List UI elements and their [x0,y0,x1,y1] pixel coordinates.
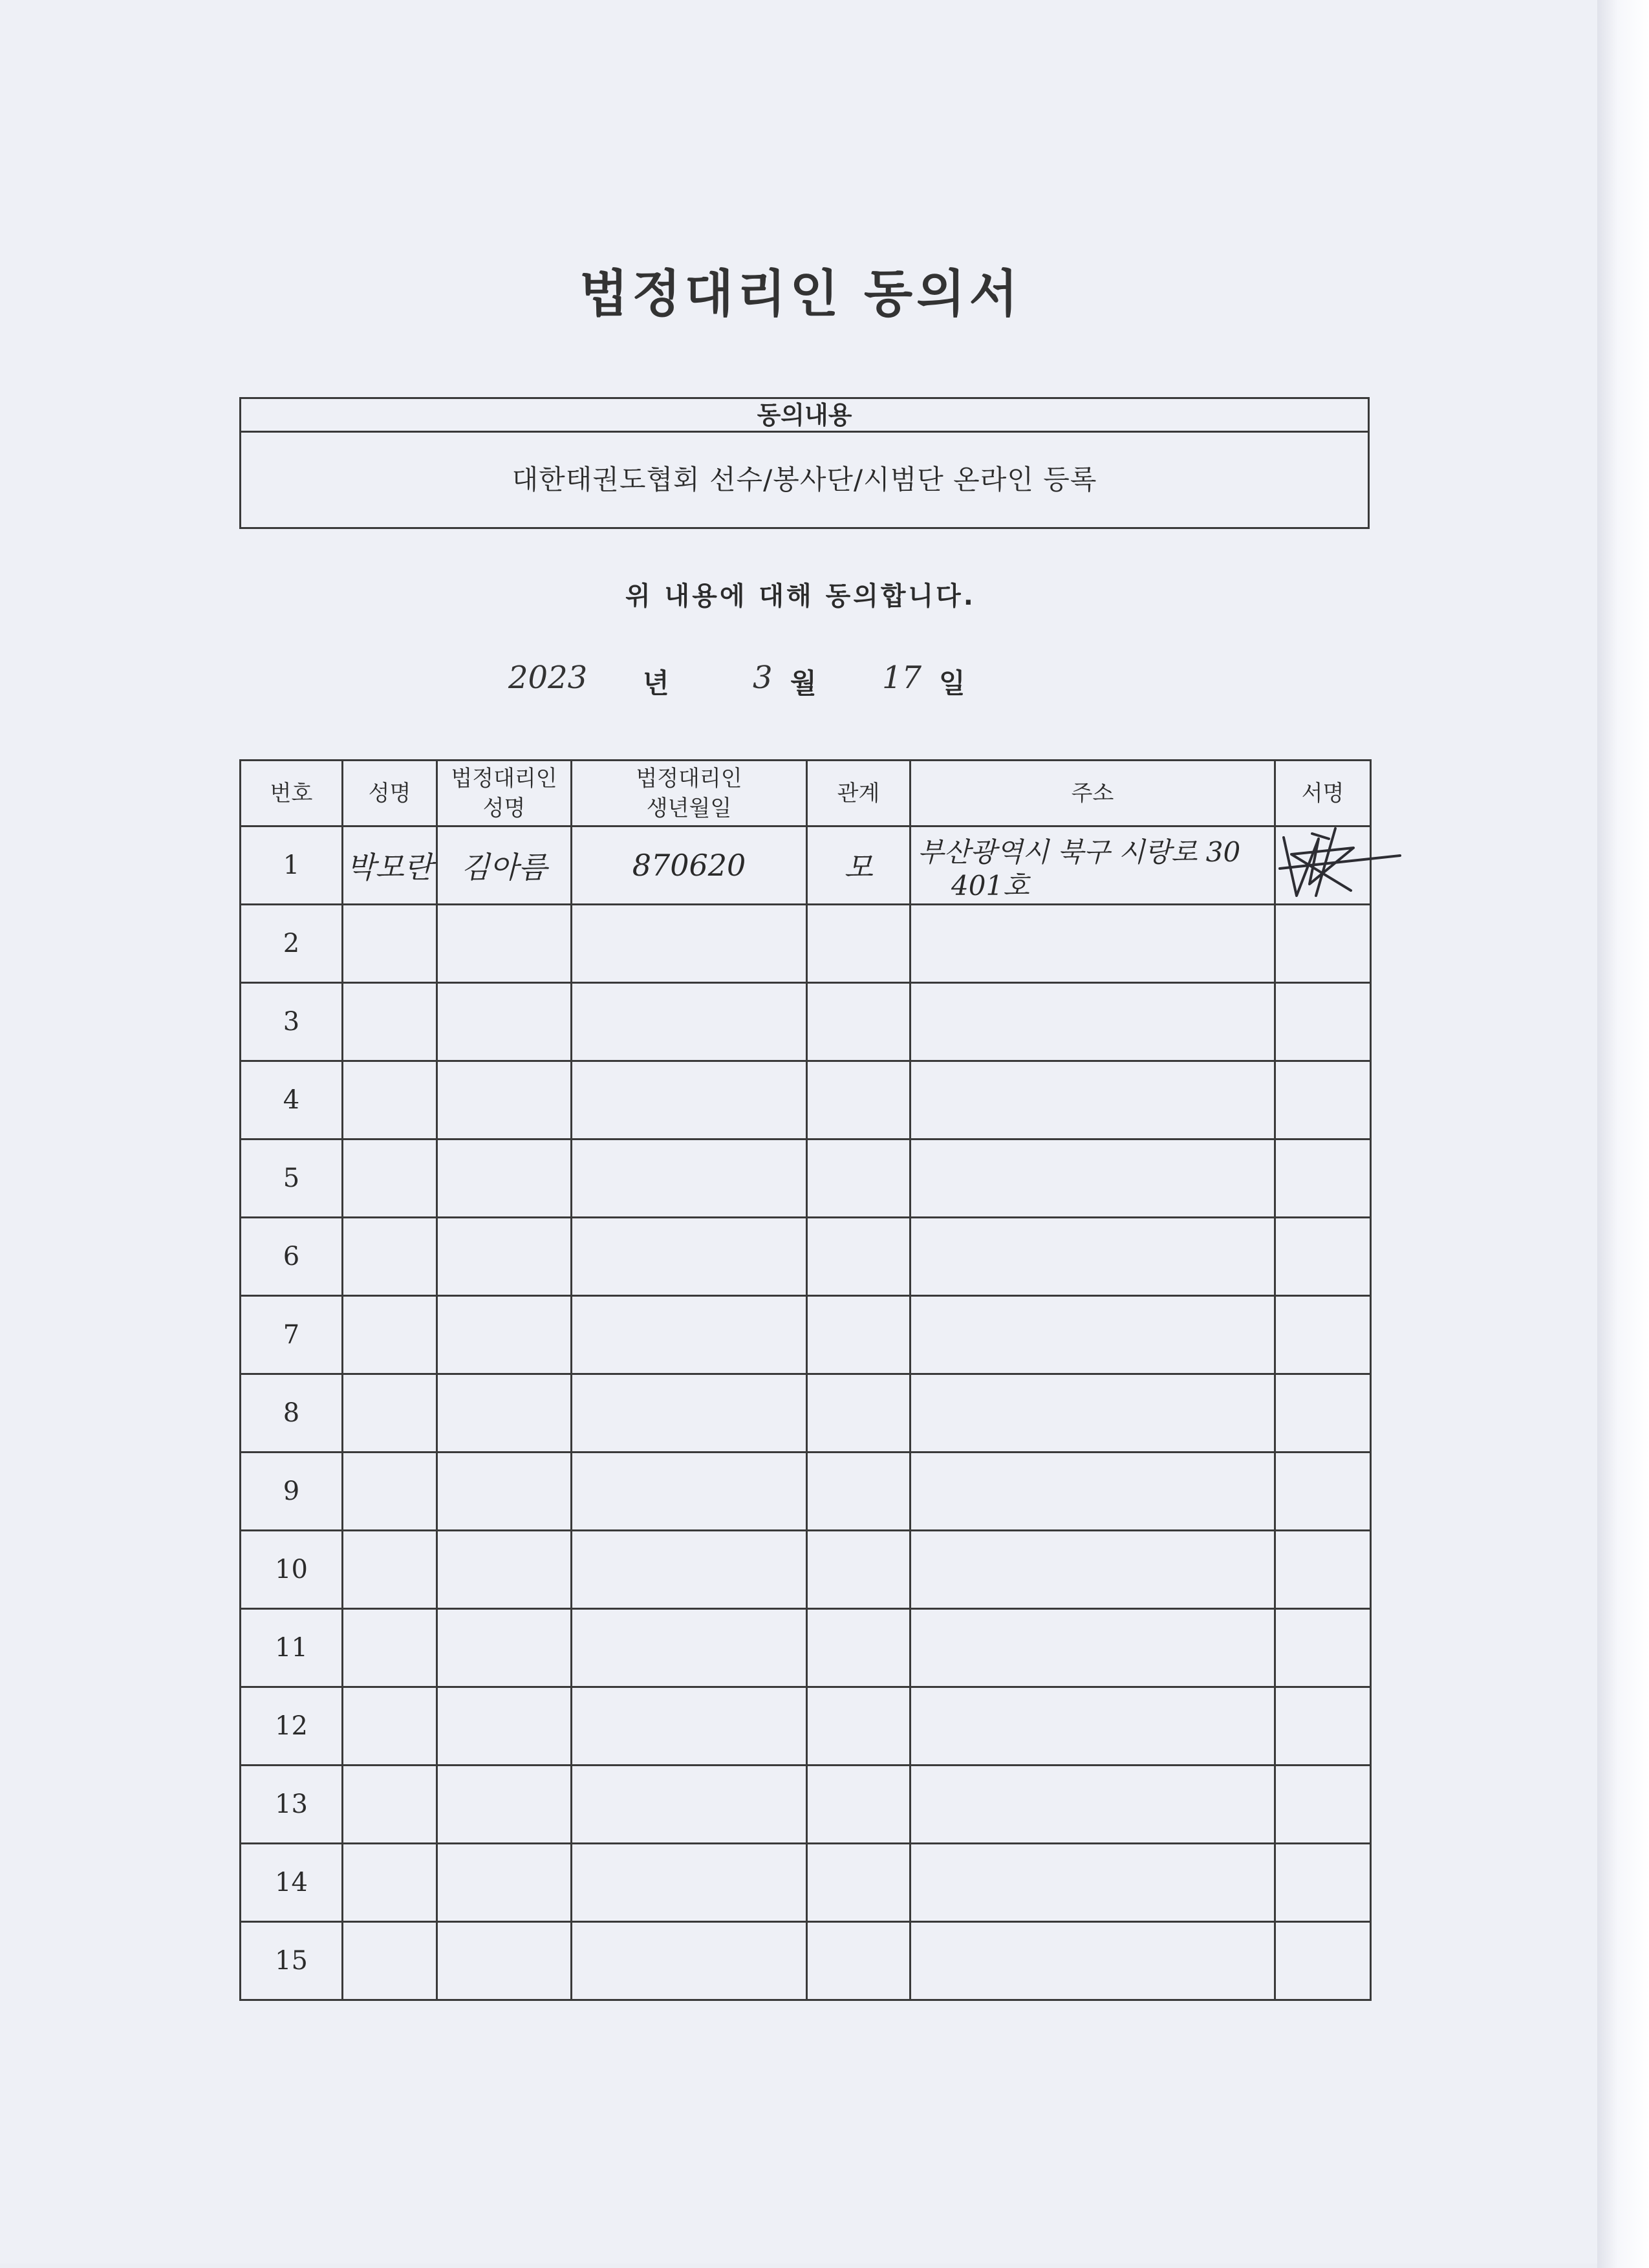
cell-relation [807,1218,911,1296]
cell-guardian-name [437,1844,572,1922]
agreement-statement: 위 내용에 대해 동의합니다. [625,581,976,611]
cell-guardian-birth [572,1844,807,1922]
cell-signature [1275,1139,1371,1218]
row-number: 9 [241,1453,343,1531]
cell-relation [807,1687,911,1766]
cell-signature [1275,826,1371,905]
cell-guardian-birth [572,983,807,1061]
row-number: 6 [241,1218,343,1296]
handwritten-name: 박모란 [346,850,433,885]
cell-signature [1275,1766,1371,1844]
cell-relation [807,826,911,905]
header-relation: 관계 [807,761,911,826]
cell-name [343,1766,437,1844]
date-line [0,660,1601,705]
table-row [241,1609,1371,1687]
cell-address [911,1061,1275,1139]
date-year-handwritten: 2023 [508,660,588,696]
handwritten-relation: 모 [844,850,873,885]
cell-address [911,1531,1275,1609]
cell-guardian-birth [572,1374,807,1453]
cell-name [343,1609,437,1687]
cell-signature [1275,1609,1371,1687]
table-row [241,1922,1371,2000]
row-number: 2 [241,905,343,983]
row-number: 11 [241,1609,343,1687]
cell-guardian-name [437,1687,572,1766]
header-guardian-name: 법정대리인 성명 [437,761,572,826]
cell-guardian-birth [572,1531,807,1609]
cell-guardian-name [437,1374,572,1453]
cell-guardian-name [437,1139,572,1218]
cell-address [911,826,1275,905]
table-row [241,1766,1371,1844]
table-row [241,1453,1371,1531]
cell-guardian-name [437,1922,572,2000]
cell-signature [1275,1453,1371,1531]
cell-signature [1275,1374,1371,1453]
cell-name [343,1922,437,2000]
cell-guardian-birth [572,1609,807,1687]
cell-name [343,1687,437,1766]
cell-guardian-name [437,1609,572,1687]
cell-guardian-name [437,1218,572,1296]
cell-relation [807,1531,911,1609]
cell-name [343,1296,437,1374]
cell-address [911,983,1275,1061]
consent-header: 동의내용 [241,399,1368,433]
date-month-unit: 월 [790,667,817,699]
cell-relation [807,1139,911,1218]
row-number: 4 [241,1061,343,1139]
cell-signature [1275,1844,1371,1922]
row-number: 14 [241,1844,343,1922]
table-row [241,1844,1371,1922]
row-number: 3 [241,983,343,1061]
cell-name [343,1061,437,1139]
row-number: 1 [241,826,343,905]
row-number: 15 [241,1922,343,2000]
cell-name [343,1531,437,1609]
page-title: 법정대리인 동의서 [579,265,1022,323]
cell-guardian-birth [572,1766,807,1844]
cell-relation [807,905,911,983]
cell-name [343,1139,437,1218]
cell-guardian-name [437,1531,572,1609]
cell-relation [807,1061,911,1139]
cell-guardian-name [437,1766,572,1844]
cell-address [911,905,1275,983]
row-number: 8 [241,1374,343,1453]
cell-relation [807,1374,911,1453]
cell-signature [1275,1061,1371,1139]
consent-body: 대한태권도협회 선수/봉사단/시범단 온라인 등록 [512,464,1097,495]
handwritten-guardian-name: 김아름 [460,850,548,885]
cell-guardian-birth [572,1453,807,1531]
cell-address [911,1296,1275,1374]
cell-address [911,1922,1275,2000]
cell-address [911,1844,1275,1922]
table-row [241,1061,1371,1139]
handwritten-address [918,836,1240,903]
cell-guardian-birth [572,905,807,983]
cell-name [343,905,437,983]
cell-signature [1275,983,1371,1061]
table-row [241,905,1371,983]
cell-guardian-birth [572,1139,807,1218]
row-number: 7 [241,1296,343,1374]
cell-guardian-name [437,983,572,1061]
cell-relation [807,1844,911,1922]
row-number: 12 [241,1687,343,1766]
cell-signature [1275,1922,1371,2000]
table-header-row [241,761,1371,826]
cell-guardian-name [437,1296,572,1374]
cell-signature [1275,1687,1371,1766]
cell-address [911,1687,1275,1766]
handwritten-guardian-birth: 870620 [632,848,746,883]
cell-address [911,1766,1275,1844]
cell-guardian-name [437,905,572,983]
cell-guardian-birth [572,1218,807,1296]
cell-signature [1275,1296,1371,1374]
cell-name [343,1374,437,1453]
date-month-handwritten: 3 [753,660,773,696]
header-guardian-birth: 법정대리인 생년월일 [572,761,807,826]
header-number: 번호 [241,761,343,826]
cell-guardian-birth [572,1687,807,1766]
cell-signature [1275,905,1371,983]
cell-guardian-name [437,826,572,905]
cell-name [343,826,437,905]
cell-relation [807,1296,911,1374]
cell-address [911,1609,1275,1687]
address-line1: 부산광역시 북구 시랑로 30 [918,836,1241,868]
row-number: 13 [241,1766,343,1844]
cell-relation [807,1922,911,2000]
row-number: 10 [241,1531,343,1609]
cell-relation [807,983,911,1061]
header-signature: 서명 [1275,761,1371,826]
table-row [241,1139,1371,1218]
cell-guardian-birth [572,826,807,905]
consent-table [239,759,1372,2001]
table-row [241,1218,1371,1296]
cell-guardian-birth [572,1061,807,1139]
table-row [241,1374,1371,1453]
cell-guardian-name [437,1453,572,1531]
cell-signature [1275,1218,1371,1296]
cell-address [911,1218,1275,1296]
cell-address [911,1139,1275,1218]
signature-mark [1273,819,1403,910]
date-year-unit: 년 [643,667,669,699]
cell-signature [1275,1531,1371,1609]
row-number: 5 [241,1139,343,1218]
cell-relation [807,1609,911,1687]
cell-name [343,1218,437,1296]
cell-guardian-name [437,1061,572,1139]
address-line2: 401호 [951,870,1029,902]
table-row [241,1531,1371,1609]
cell-address [911,1453,1275,1531]
cell-relation [807,1453,911,1531]
table-row [241,983,1371,1061]
consent-box [239,397,1370,529]
date-day-handwritten: 17 [882,660,922,696]
date-day-unit: 일 [939,667,965,699]
table-row [241,1687,1371,1766]
cell-guardian-birth [572,1922,807,2000]
cell-name [343,1453,437,1531]
table-row [241,1296,1371,1374]
header-address: 주소 [911,761,1275,826]
cell-guardian-birth [572,1296,807,1374]
header-name: 성명 [343,761,437,826]
scan-edge-shadow [1597,0,1649,2268]
table-row [241,826,1371,905]
cell-name [343,1844,437,1922]
cell-address [911,1374,1275,1453]
cell-name [343,983,437,1061]
cell-relation [807,1766,911,1844]
